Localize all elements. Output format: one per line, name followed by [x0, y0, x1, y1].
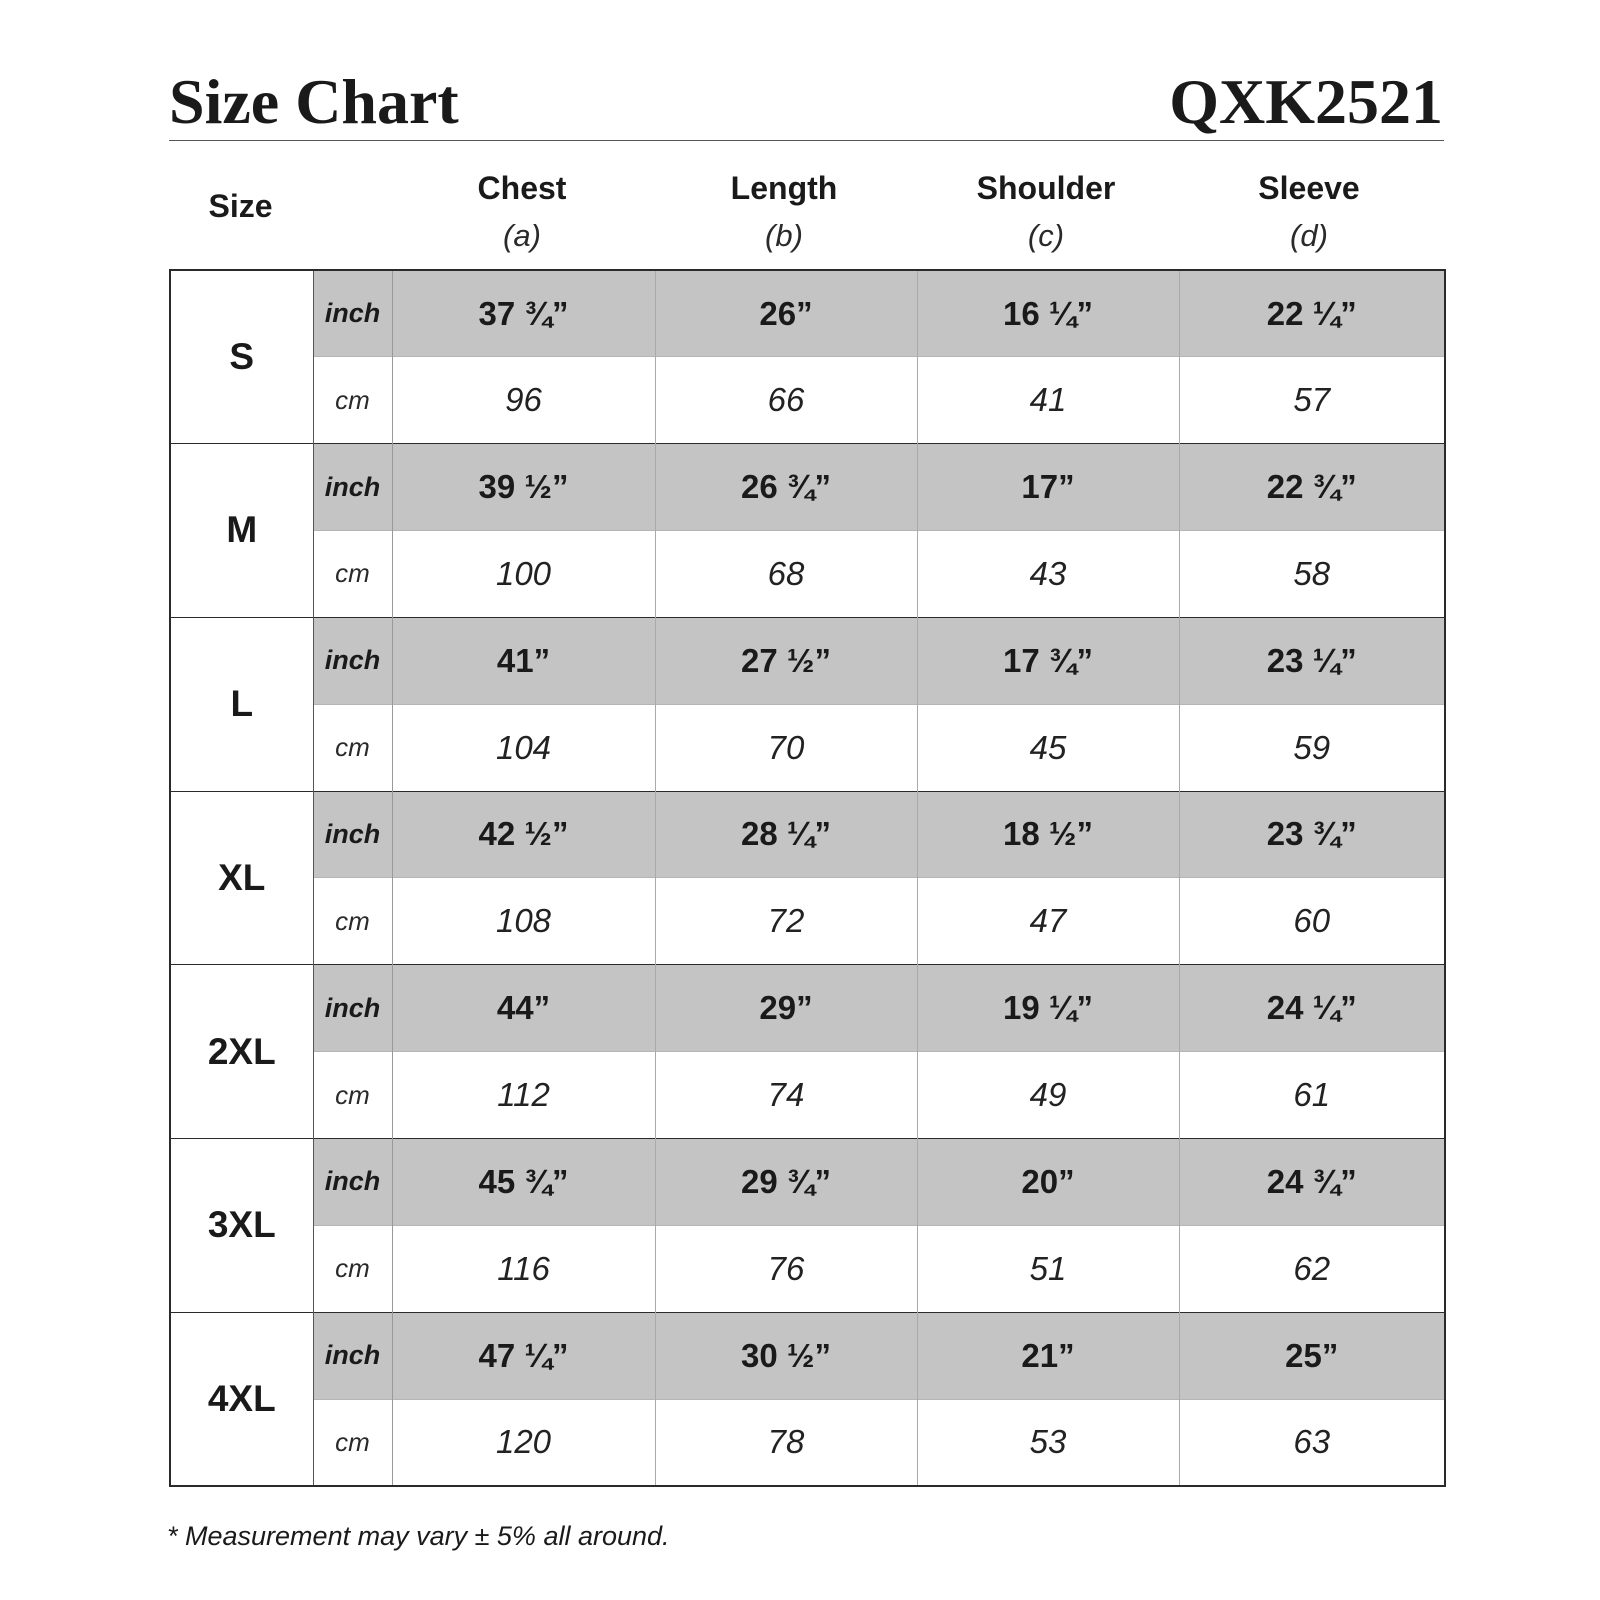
- column-name: Sleeve: [1258, 170, 1360, 206]
- inch-value-cell: 20”: [917, 1138, 1179, 1225]
- cm-value-cell: 51: [917, 1225, 1179, 1312]
- unit-label-cm: cm: [313, 1052, 392, 1139]
- unit-label-inch: inch: [313, 965, 392, 1052]
- inch-value-cell: 25”: [1179, 1312, 1444, 1399]
- cm-value-cell: 58: [1179, 530, 1444, 617]
- unit-label-cm: cm: [313, 530, 392, 617]
- unit-label-inch: inch: [313, 617, 392, 704]
- inch-value-cell: 19 ¼”: [917, 965, 1179, 1052]
- footnote: * Measurement may vary ± 5% all around.: [167, 1521, 670, 1551]
- size-label: S: [171, 271, 313, 444]
- shoulder-column-header: [915, 166, 1177, 262]
- unit-label-cm: cm: [313, 1225, 392, 1312]
- inch-value-cell: 41”: [392, 617, 655, 704]
- cm-value-cell: 49: [917, 1052, 1179, 1139]
- cm-value-cell: 62: [1179, 1225, 1444, 1312]
- size-column-header: Size: [208, 188, 273, 224]
- size-row-3xl-inch: [171, 1138, 1444, 1225]
- size-label: 3XL: [171, 1138, 313, 1312]
- unit-label-inch: inch: [313, 1312, 392, 1399]
- size-label: L: [171, 617, 313, 791]
- cm-value-cell: 76: [655, 1225, 917, 1312]
- inch-value-cell: 29 ¾”: [655, 1138, 917, 1225]
- inch-value-cell: 45 ¾”: [392, 1138, 655, 1225]
- size-label: M: [171, 444, 313, 618]
- inch-value-cell: 18 ½”: [917, 791, 1179, 878]
- inch-value-cell: 16 ¼”: [917, 271, 1179, 357]
- size-row-2xl-inch: [171, 965, 1444, 1052]
- size-row-m-inch: [171, 444, 1444, 531]
- cm-value-cell: 45: [917, 704, 1179, 791]
- inch-value-cell: 30 ½”: [655, 1312, 917, 1399]
- size-row-s-cm: [171, 357, 1444, 444]
- cm-value-cell: 43: [917, 530, 1179, 617]
- cm-value-cell: 104: [392, 704, 655, 791]
- cm-value-cell: 112: [392, 1052, 655, 1139]
- sleeve-column-header: [1178, 166, 1440, 262]
- product-code: QXK2521: [1169, 66, 1443, 137]
- size-row-4xl-cm: [171, 1399, 1444, 1485]
- column-sub: (b): [765, 218, 803, 253]
- size-row-s-inch: [171, 271, 1444, 357]
- inch-value-cell: 23 ¾”: [1179, 791, 1444, 878]
- title-divider: [169, 140, 1444, 141]
- cm-value-cell: 63: [1179, 1399, 1444, 1485]
- inch-value-cell: 17”: [917, 444, 1179, 531]
- inch-value-cell: 24 ¼”: [1179, 965, 1444, 1052]
- inch-value-cell: 42 ½”: [392, 791, 655, 878]
- unit-label-cm: cm: [313, 704, 392, 791]
- size-label: 2XL: [171, 965, 313, 1139]
- column-name: Shoulder: [976, 170, 1116, 206]
- unit-label-inch: inch: [313, 1138, 392, 1225]
- size-row-l-inch: [171, 617, 1444, 704]
- cm-value-cell: 60: [1179, 878, 1444, 965]
- chest-column-header: [391, 166, 653, 262]
- page-title: Size Chart: [169, 66, 459, 137]
- size-table-frame: [169, 269, 1446, 1487]
- unit-label-inch: inch: [313, 271, 392, 357]
- inch-value-cell: 28 ¼”: [655, 791, 917, 878]
- inch-value-cell: 37 ¾”: [392, 271, 655, 357]
- inch-value-cell: 26 ¾”: [655, 444, 917, 531]
- column-sub: (c): [1027, 218, 1065, 253]
- inch-value-cell: 39 ½”: [392, 444, 655, 531]
- cm-value-cell: 108: [392, 878, 655, 965]
- unit-label-cm: cm: [313, 1399, 392, 1485]
- cm-value-cell: 72: [655, 878, 917, 965]
- length-column-header: [653, 166, 915, 262]
- inch-value-cell: 27 ½”: [655, 617, 917, 704]
- size-label: XL: [171, 791, 313, 965]
- cm-value-cell: 70: [655, 704, 917, 791]
- column-sub: (d): [1290, 218, 1328, 253]
- cm-value-cell: 47: [917, 878, 1179, 965]
- size-row-3xl-cm: [171, 1225, 1444, 1312]
- cm-value-cell: 53: [917, 1399, 1179, 1485]
- cm-value-cell: 78: [655, 1399, 917, 1485]
- cm-value-cell: 120: [392, 1399, 655, 1485]
- cm-value-cell: 59: [1179, 704, 1444, 791]
- inch-value-cell: 47 ¼”: [392, 1312, 655, 1399]
- cm-value-cell: 116: [392, 1225, 655, 1312]
- size-row-4xl-inch: [171, 1312, 1444, 1399]
- cm-value-cell: 41: [917, 357, 1179, 444]
- size-row-2xl-cm: [171, 1052, 1444, 1139]
- cm-value-cell: 66: [655, 357, 917, 444]
- unit-label-cm: cm: [313, 878, 392, 965]
- unit-label-inch: inch: [313, 444, 392, 531]
- column-name: Chest: [477, 170, 567, 206]
- cm-value-cell: 96: [392, 357, 655, 444]
- inch-value-cell: 44”: [392, 965, 655, 1052]
- cm-value-cell: 68: [655, 530, 917, 617]
- inch-value-cell: 17 ¾”: [917, 617, 1179, 704]
- cm-value-cell: 57: [1179, 357, 1444, 444]
- size-row-xl-inch: [171, 791, 1444, 878]
- cm-value-cell: 61: [1179, 1052, 1444, 1139]
- size-label: 4XL: [171, 1312, 313, 1485]
- size-table: [171, 271, 1444, 1485]
- unit-label-inch: inch: [313, 791, 392, 878]
- unit-label-cm: cm: [313, 357, 392, 444]
- size-row-m-cm: [171, 530, 1444, 617]
- cm-value-cell: 100: [392, 530, 655, 617]
- inch-value-cell: 26”: [655, 271, 917, 357]
- inch-value-cell: 29”: [655, 965, 917, 1052]
- inch-value-cell: 22 ¾”: [1179, 444, 1444, 531]
- column-name: Length: [730, 170, 838, 206]
- inch-value-cell: 23 ¼”: [1179, 617, 1444, 704]
- cm-value-cell: 74: [655, 1052, 917, 1139]
- inch-value-cell: 22 ¼”: [1179, 271, 1444, 357]
- column-sub: (a): [503, 218, 541, 253]
- inch-value-cell: 21”: [917, 1312, 1179, 1399]
- inch-value-cell: 24 ¾”: [1179, 1138, 1444, 1225]
- size-row-xl-cm: [171, 878, 1444, 965]
- size-row-l-cm: [171, 704, 1444, 791]
